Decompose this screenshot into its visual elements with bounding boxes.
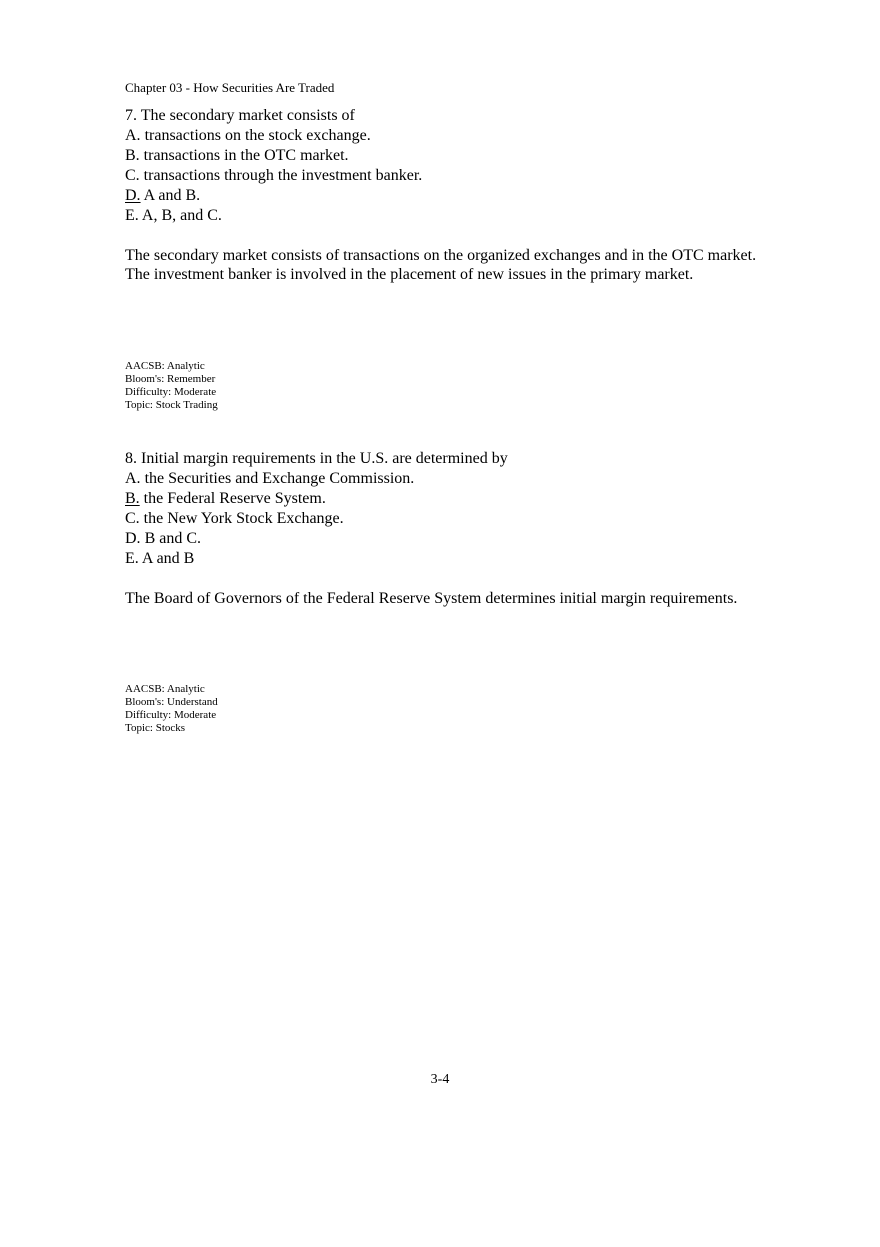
answer-option: [125, 146, 765, 166]
chapter-header: Chapter 03 - How Securities Are Traded: [125, 80, 335, 95]
option-letter: E.: [125, 207, 139, 224]
option-text: B and C.: [140, 530, 202, 547]
blooms-tag: Bloom's: Remember: [125, 373, 216, 385]
answer-option: [125, 509, 765, 529]
difficulty-tag: Difficulty: Moderate: [125, 709, 217, 721]
answer-option: [125, 206, 765, 226]
answer-option: [125, 549, 765, 569]
answer-option: [125, 529, 765, 549]
answer-option: [125, 126, 765, 146]
answer-explanation: The secondary market consists of transactions on the organized exchanges and in the OTC market. The investment banker is involved in the placement of new issues in the primary market.: [125, 247, 757, 283]
option-letter: C.: [125, 167, 140, 184]
option-letter: A.: [125, 127, 141, 144]
topic-tag: Topic: Stocks: [125, 722, 186, 734]
answer-option-correct: [125, 489, 765, 509]
option-text: A, B, and C.: [138, 207, 222, 224]
question-stem: 8. Initial margin requirements in the U.S. are determined by: [125, 450, 508, 467]
page-number: 3-4: [430, 1072, 450, 1087]
question-7-metadata: [125, 360, 218, 412]
aacsb-tag: AACSB: Analytic: [125, 360, 205, 372]
aacsb-tag: AACSB: Analytic: [125, 683, 205, 695]
option-letter-correct: B.: [125, 490, 140, 507]
question-8-metadata: [125, 683, 218, 735]
option-letter: A.: [125, 470, 141, 487]
option-letter: B.: [125, 147, 140, 164]
option-text: the Federal Reserve System.: [139, 490, 326, 507]
answer-option-correct: [125, 186, 765, 206]
blooms-tag: Bloom's: Understand: [125, 696, 218, 708]
option-text: transactions through the investment banker.: [139, 167, 423, 184]
question-stem: 7. The secondary market consists of: [125, 107, 355, 124]
option-text: A and B.: [140, 187, 201, 204]
difficulty-tag: Difficulty: Moderate: [125, 386, 217, 398]
answer-option: [125, 469, 765, 489]
answer-explanation: The Board of Governors of the Federal Reserve System determines initial margin requirements.: [125, 590, 738, 607]
question-8: [125, 449, 765, 608]
option-text: A and B: [138, 550, 195, 567]
option-text: the Securities and Exchange Commission.: [140, 470, 415, 487]
option-letter: C.: [125, 510, 140, 527]
option-letter: D.: [125, 530, 141, 547]
option-text: transactions on the stock exchange.: [140, 127, 371, 144]
topic-tag: Topic: Stock Trading: [125, 399, 218, 411]
option-letter: E.: [125, 550, 139, 567]
option-letter-correct: D.: [125, 187, 141, 204]
question-7: [125, 106, 765, 284]
option-text: transactions in the OTC market.: [139, 147, 349, 164]
answer-option: [125, 166, 765, 186]
option-text: the New York Stock Exchange.: [139, 510, 344, 527]
